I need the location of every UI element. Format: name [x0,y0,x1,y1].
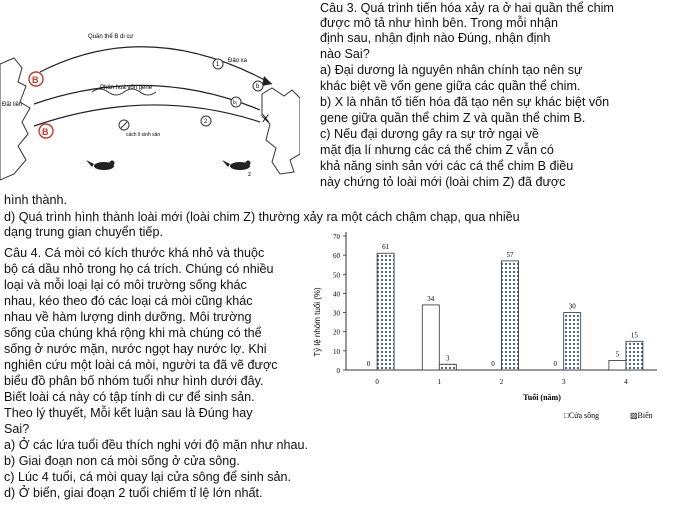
label-b-island: B [42,127,49,137]
label-migration: Quần thể B di cư [88,34,134,40]
bar-label-cua-song: 0 [553,360,557,368]
q4-line-10: Biết loài cá này có tập tính di cư để sinh sản. [4,390,255,404]
q3-line-4: nào Sai? [320,47,370,61]
chart-y-tick-label: 10 [333,347,340,356]
bar-label-cua-song: 5 [615,350,620,359]
migration-arrow [40,47,272,84]
q3-line-11: khả năng sinh sản với các cá thể chim B điều [320,159,574,173]
label-x: X [262,113,270,125]
q4-option-d: d) Ở biển, giai đoạn 2 tuổi chiếm tỉ lệ lớn nhất. [4,486,263,500]
chart-y-tick-label: 60 [333,252,340,261]
q3-line-9: c) Nếu đại dương gây ra sự trở ngại về [320,127,539,141]
bird-z-icon [222,160,251,170]
chart-legend-sea: ▨Biển [630,411,653,420]
q4-option-a: a) Ở các lứa tuổi đều thích nghi với độ mặn như nhau. [4,438,309,452]
chart-y-tick-label: 70 [333,233,340,241]
chart-x-tick-label: 4 [624,378,628,386]
evolution-diagram [0,24,300,188]
q4-line-11: Theo lý thuyết, Mỗi kết luận sau là Đúng hay [4,406,253,420]
chart-xlabel: Tuổi (năm) [523,393,561,402]
label-island: Đảo xa [228,58,248,64]
ocean-arc-bottom [34,105,260,126]
chart-legend-river: □Cửa sông [564,411,600,420]
q3-option-d-line-1: d) Quá trình hình thành loài mới (loài chim Z) thường xảy ra một cách chậm chạp, qua nhiều [4,210,520,224]
label-b-mainland: B [32,75,39,85]
q4-line-2: bộ cá dầu nhỏ trong họ cá trích. Chúng có nhiều [4,262,274,276]
bar-bien [377,253,394,370]
bird-b-icon [86,160,115,170]
label-step-1: 1 [216,62,220,68]
chart-x-tick-label: 0 [375,378,379,386]
label-b1: b₁ [233,100,238,106]
bar-bien [502,261,519,370]
q3-line-10: mặt địa lí nhưng các cá thể chim Z vẫn có [320,143,554,157]
chart-x-tick-label: 3 [561,378,566,386]
chart-y-tick-label: 40 [333,290,340,299]
q3-line-1: Câu 3. Quá trình tiến hóa xảy ra ở hai quần thể chim [320,1,614,15]
chart-y-tick-label: 0 [336,367,340,375]
q4-line-6: sống của chúng khá rộng khi mà chúng có thể [4,326,262,340]
q4-line-5: nhau về hàm lượng dinh dưỡng. Môi trường [4,310,252,324]
island-shape [262,88,300,174]
q3-wrap-line: hình thành. [4,193,68,207]
q3-line-7: b) X là nhân tố tiến hóa đã tạo nên sự khác biệt vốn [320,95,610,109]
age-distribution-chart [312,222,692,422]
bar-label-cua-song: 34 [427,294,435,303]
chart-x-tick-label: 2 [499,378,504,386]
bar-label-bien: 15 [630,331,638,340]
label-gene-pool: Phân hoá vốn gene [100,85,153,91]
q4-line-9: biểu đồ phân bố nhóm tuổi như hình dưới đây. [4,374,264,388]
bar-label-bien: 61 [382,243,390,252]
migration-arrowhead [262,76,272,86]
q4-line-12: Sai? [4,422,30,436]
label-step-2: 2 [204,119,208,125]
q4-line-3: loại và mỗi loại lại có môi trường sống khác [4,278,247,292]
q3-line-3: định sau, nhận định nào Đúng, nhận định [320,31,551,45]
chart-y-tick-label: 50 [333,271,340,280]
q4-option-b: b) Giai đoạn non cá mòi sống ở cửa sông. [4,454,240,468]
label-b-small: b [256,84,260,90]
q3-line-2: được mô tả như hình bên. Trong mỗi nhận [320,16,558,30]
bar-bien [439,364,456,370]
q3-option-d-line-2: dạng trung gian chuyển tiếp. [4,225,163,239]
bar-cua-song [609,360,626,370]
q3-line-6: khác biệt về vốn gene giữa các quần thể chim. [320,79,581,93]
chart-bars [367,243,643,370]
chart-y-tick-label: 20 [333,328,340,337]
label-z: z [248,172,251,178]
label-reproductive-isolation: cách li sinh sản [126,132,161,138]
chart-y-tick-label: 30 [333,309,340,318]
mainland-shape [0,58,30,180]
bar-label-cua-song: 0 [491,360,495,368]
bar-bien [564,313,581,370]
q3-line-12: này chứng tỏ loài mới (loài chim Z) đã được [320,175,566,189]
chart-x-tick-label: 1 [437,378,442,386]
q4-line-8: nghiên cứu một loài cá mòi, người ta đã vẽ được [4,358,278,372]
chart-ylabel: Tỷ lệ nhóm tuổi (%) [313,287,322,357]
label-mainland: Đất liền [2,102,23,108]
bar-bien [626,341,643,370]
q4-option-c: c) Lúc 4 tuổi, cá mòi quay lại cửa sông để sinh sản. [4,470,292,484]
q3-line-8: gene giữa quần thể chim Z và quần thể chim B. [320,111,586,125]
q4-line-1: Câu 4. Cá mòi có kích thước khá nhỏ và thuộc [4,246,265,260]
q4-line-7: sống ở nước mặn, nước ngọt hay nước lợ. Khi [4,342,267,356]
bar-label-bien: 3 [446,354,450,363]
bar-label-bien: 57 [506,250,514,259]
q3-line-5: a) Đại dương là nguyên nhân chính tạo nên sự [320,63,583,77]
bar-label-cua-song: 0 [366,360,371,368]
bar-cua-song [422,305,439,370]
q4-line-4: nhau, kéo theo đó các loại cá mòi cũng khác [4,294,253,308]
bar-label-bien: 30 [568,302,576,311]
